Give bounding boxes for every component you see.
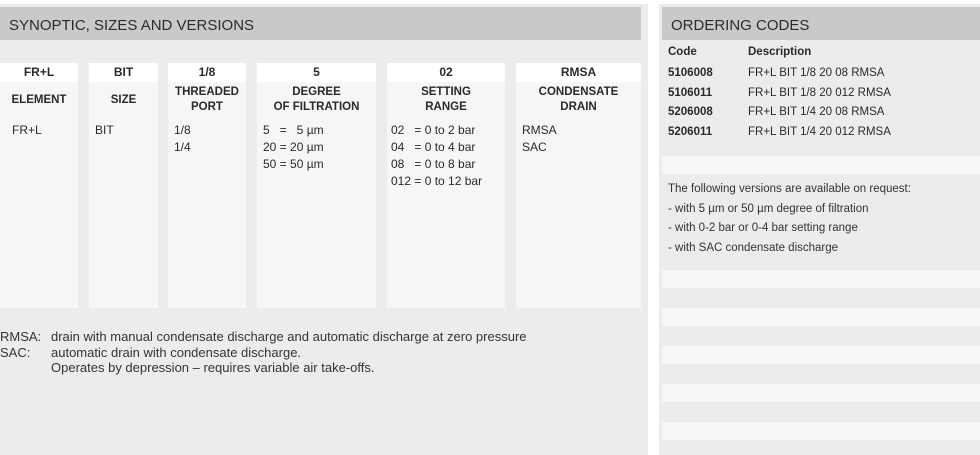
column-size-label: SIZE xyxy=(110,94,137,106)
request-versions xyxy=(668,180,973,258)
column-element xyxy=(0,63,78,308)
code-cell: 5206008 xyxy=(668,106,713,118)
table-row xyxy=(668,84,973,104)
note-text: drain with manual condensate discharge and automatic discharge at zero pressure xyxy=(51,329,527,344)
codes-header xyxy=(668,45,973,59)
column-size-values: BIT xyxy=(95,123,114,137)
column-setting-range-values: 02 = 0 to 2 bar 04 = 0 to 4 bar 08 = 0 to 8 bar 012 = 0 to 12 bar xyxy=(391,123,483,188)
request-item: - with SAC condensate discharge xyxy=(668,241,839,254)
table-row xyxy=(668,103,973,123)
synoptic-title: SYNOPTIC, SIZES AND VERSIONS xyxy=(0,7,641,40)
notes xyxy=(0,329,527,376)
note-text: automatic drain with condensate discharge. xyxy=(51,344,302,360)
description-cell: FR+L BIT 1/8 20 012 RMSA xyxy=(748,86,891,99)
column-setting-range-code: 02 xyxy=(387,63,505,82)
column-element-values: FR+L xyxy=(12,123,42,137)
column-element-code: FR+L xyxy=(0,63,78,82)
column-drain-values: RMSA SAC xyxy=(522,123,557,154)
note-text: Operates by depression – requires variable air take-offs. xyxy=(51,360,375,375)
ordering-title: ORDERING CODES xyxy=(662,7,980,40)
column-port-values: 1/8 1/4 xyxy=(174,123,191,154)
description-cell: FR+L BIT 1/8 20 08 RMSA xyxy=(748,67,885,79)
stripe xyxy=(662,384,980,402)
column-drain-code: RMSA xyxy=(516,63,641,82)
column-filtration-code: 5 xyxy=(257,63,376,82)
codes-table xyxy=(668,64,973,142)
column-filtration xyxy=(257,63,376,308)
table-row xyxy=(668,123,973,143)
column-element-label: ELEMENT xyxy=(11,94,67,106)
code-column-header: Code xyxy=(668,46,697,58)
stripe xyxy=(662,156,980,174)
stripe xyxy=(662,422,980,440)
note-sac xyxy=(0,345,527,361)
request-item: - with 0-2 bar or 0-4 bar setting range xyxy=(668,222,858,234)
note-sac-continued xyxy=(0,360,527,376)
note-rmsa xyxy=(0,329,527,345)
column-drain-label: CONDENSATE DRAIN xyxy=(538,86,619,113)
code-cell: 5206011 xyxy=(668,125,713,138)
column-filtration-values: 5 = 5 µm 20 = 20 µm 50 = 50 µm xyxy=(263,123,324,171)
note-key xyxy=(0,360,51,376)
description-cell: FR+L BIT 1/4 20 012 RMSA xyxy=(748,125,891,138)
request-item: - with 5 µm or 50 µm degree of filtration xyxy=(668,202,869,215)
note-key: RMSA: xyxy=(0,329,42,344)
code-cell: 5106011 xyxy=(668,86,713,99)
request-intro: The following versions are available on request: xyxy=(668,183,911,195)
column-drain xyxy=(516,63,641,308)
stripe xyxy=(662,308,980,326)
column-size-code: BIT xyxy=(89,63,158,82)
column-setting-range xyxy=(387,63,505,308)
table-row xyxy=(668,64,973,84)
stripe xyxy=(662,346,980,364)
column-size xyxy=(89,63,158,308)
code-cell: 5106008 xyxy=(668,67,713,79)
stripe xyxy=(662,270,980,288)
column-setting-range-label: SETTING RANGE xyxy=(421,86,471,113)
column-port xyxy=(168,63,246,308)
description-cell: FR+L BIT 1/4 20 08 RMSA xyxy=(748,106,885,118)
column-port-code: 1/8 xyxy=(168,63,246,82)
column-filtration-label: DEGREE OF FILTRATION xyxy=(273,86,360,113)
column-port-label: THREADED PORT xyxy=(175,86,239,113)
note-key: SAC: xyxy=(0,344,31,360)
description-column-header: Description xyxy=(748,46,812,58)
